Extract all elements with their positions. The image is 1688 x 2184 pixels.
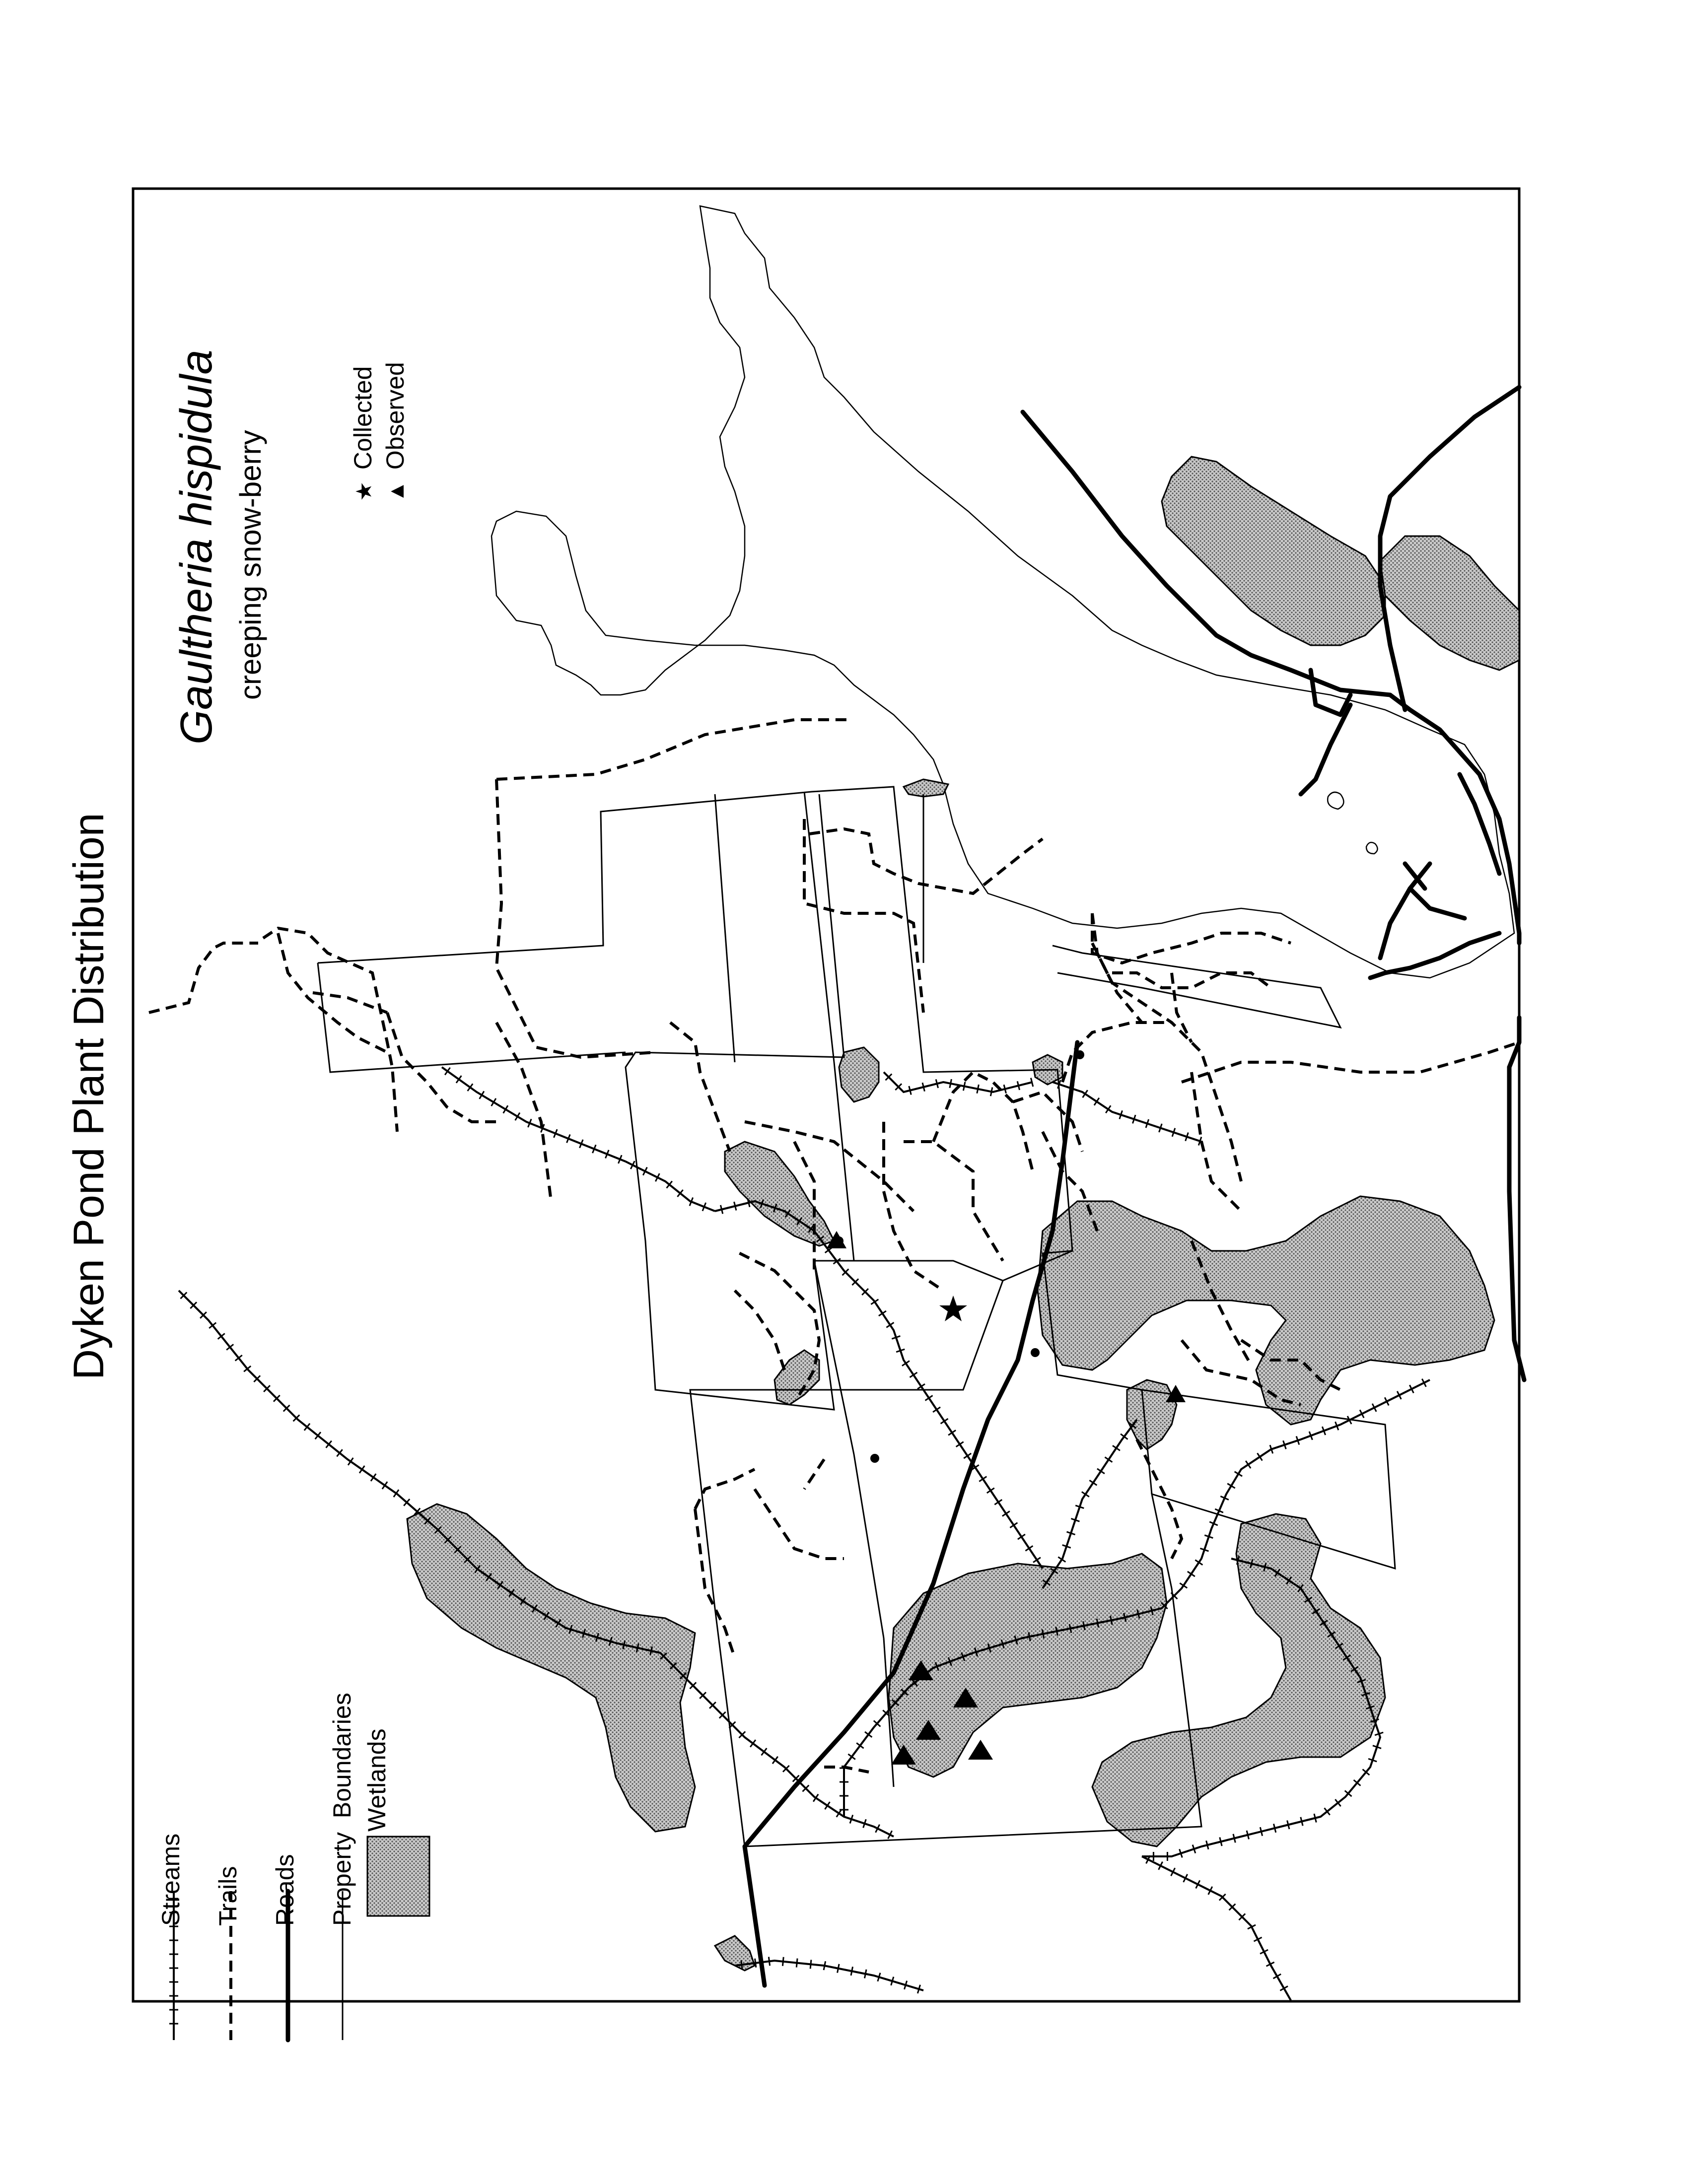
stream-tick: [348, 1458, 353, 1465]
trail: [735, 1291, 784, 1370]
trail: [904, 1142, 1003, 1261]
stream-tick: [382, 1482, 387, 1489]
stream-tick: [468, 1084, 473, 1091]
stream-tick: [909, 1086, 911, 1094]
stream-tick: [977, 1085, 979, 1093]
junction-dot: [870, 1454, 879, 1463]
stream-tick: [1260, 1827, 1262, 1836]
trail: [670, 1023, 730, 1152]
stream-tick: [851, 1967, 853, 1976]
trail: [1092, 913, 1291, 963]
pond-island-2: [1366, 842, 1378, 854]
trail: [804, 1459, 824, 1489]
legend-wetlands-label: Wetlands: [363, 1728, 391, 1832]
stream-tick: [963, 1082, 965, 1091]
stream-tick: [922, 1083, 924, 1091]
species-name: Gaultheria hispidula: [172, 349, 221, 745]
property-boundary: [318, 787, 1395, 1846]
road: [1460, 774, 1499, 874]
trail: [496, 779, 655, 1057]
trail: [1182, 1042, 1519, 1082]
stream-tick: [782, 1957, 783, 1966]
stream-tick: [359, 1466, 364, 1473]
legend-trails-label: Trails: [214, 1866, 242, 1926]
wetland: [725, 1142, 834, 1246]
legend-roads-label: Roads: [271, 1854, 299, 1926]
stream-tick: [769, 1957, 770, 1966]
road: [1023, 412, 1519, 943]
triangle-icon: ▲: [384, 480, 409, 502]
wetland: [774, 1350, 819, 1405]
wetland: [839, 1047, 879, 1102]
stream-tick: [1220, 1838, 1222, 1846]
stream-tick: [1004, 1085, 1006, 1093]
star-icon: ★: [352, 481, 376, 501]
stream: [442, 1067, 715, 1211]
trail: [755, 1489, 844, 1559]
road: [1410, 888, 1465, 918]
trail: [496, 720, 849, 779]
stream: [1053, 1082, 1201, 1142]
road: [1380, 864, 1430, 958]
road: [1509, 1067, 1524, 1380]
stream: [715, 1201, 1043, 1569]
wetlands-layer: [407, 457, 1519, 1971]
trail: [1137, 1439, 1182, 1559]
stream-tick: [810, 1960, 811, 1969]
trail: [1092, 913, 1241, 1181]
stream-tick: [1301, 1817, 1303, 1826]
wetland: [1038, 1196, 1494, 1425]
legend-property-label: Property Boundaries: [328, 1693, 356, 1926]
junction-dot: [1031, 1348, 1040, 1357]
legend-streams-label: Streams: [157, 1833, 185, 1926]
wetland: [1380, 536, 1519, 670]
property-boundaries-layer: [318, 787, 1395, 1846]
observed-label: Observed: [381, 362, 409, 470]
stream-tick: [1247, 1831, 1249, 1839]
trail: [695, 1509, 735, 1658]
pond-island-1: [1328, 792, 1343, 809]
stream-tick: [990, 1088, 992, 1096]
stream-tick: [734, 1202, 736, 1210]
road: [1301, 705, 1350, 794]
stream-tick: [445, 1068, 450, 1075]
road: [1509, 1018, 1519, 1067]
wetland: [407, 1504, 695, 1832]
stream-tick: [936, 1079, 938, 1088]
stream-tick: [1233, 1834, 1235, 1843]
trail: [809, 829, 1043, 893]
stream-tick: [371, 1474, 376, 1481]
trail: [149, 943, 258, 1013]
trail: [278, 933, 387, 1052]
legend-row-observed: [380, 362, 412, 506]
trail: [804, 819, 923, 1013]
stream-tick: [864, 1970, 866, 1979]
stream-tick: [720, 1205, 722, 1214]
stream-tick: [796, 1959, 797, 1968]
legend-row-collected: [348, 362, 380, 506]
wetland: [904, 779, 948, 797]
wetlands-legend-symbol: [367, 1837, 429, 1916]
stream-tick: [950, 1079, 952, 1088]
stream-tick: [1031, 1078, 1033, 1087]
trail: [884, 1122, 943, 1291]
property-boundary: [804, 792, 854, 1261]
stream-tick: [456, 1076, 461, 1083]
trail: [933, 1072, 1033, 1171]
common-name: creeping snow-berry: [234, 430, 267, 700]
map-title: Dyken Pond Plant Distribution: [65, 813, 113, 1380]
property-boundary: [715, 794, 735, 1062]
symbol-legend: [348, 362, 412, 506]
collected-marker: [939, 1296, 967, 1321]
trail: [695, 1469, 755, 1509]
stream-tick: [1206, 1841, 1208, 1849]
stream-tick: [1017, 1081, 1019, 1090]
stream-tick: [824, 1961, 826, 1970]
property-boundary: [814, 1261, 884, 1638]
junction-dot: [1075, 1050, 1084, 1059]
feature-legend-symbols: [169, 1837, 429, 2040]
stream-tick: [1314, 1814, 1316, 1822]
observed-marker: [968, 1740, 993, 1760]
stream-tick: [1273, 1824, 1275, 1832]
wetland: [1127, 1380, 1177, 1449]
stream-tick: [838, 1964, 840, 1973]
stream-tick: [1287, 1821, 1289, 1829]
stream: [1142, 1856, 1291, 2000]
collected-label: Collected: [349, 366, 377, 470]
trail: [1112, 973, 1271, 988]
